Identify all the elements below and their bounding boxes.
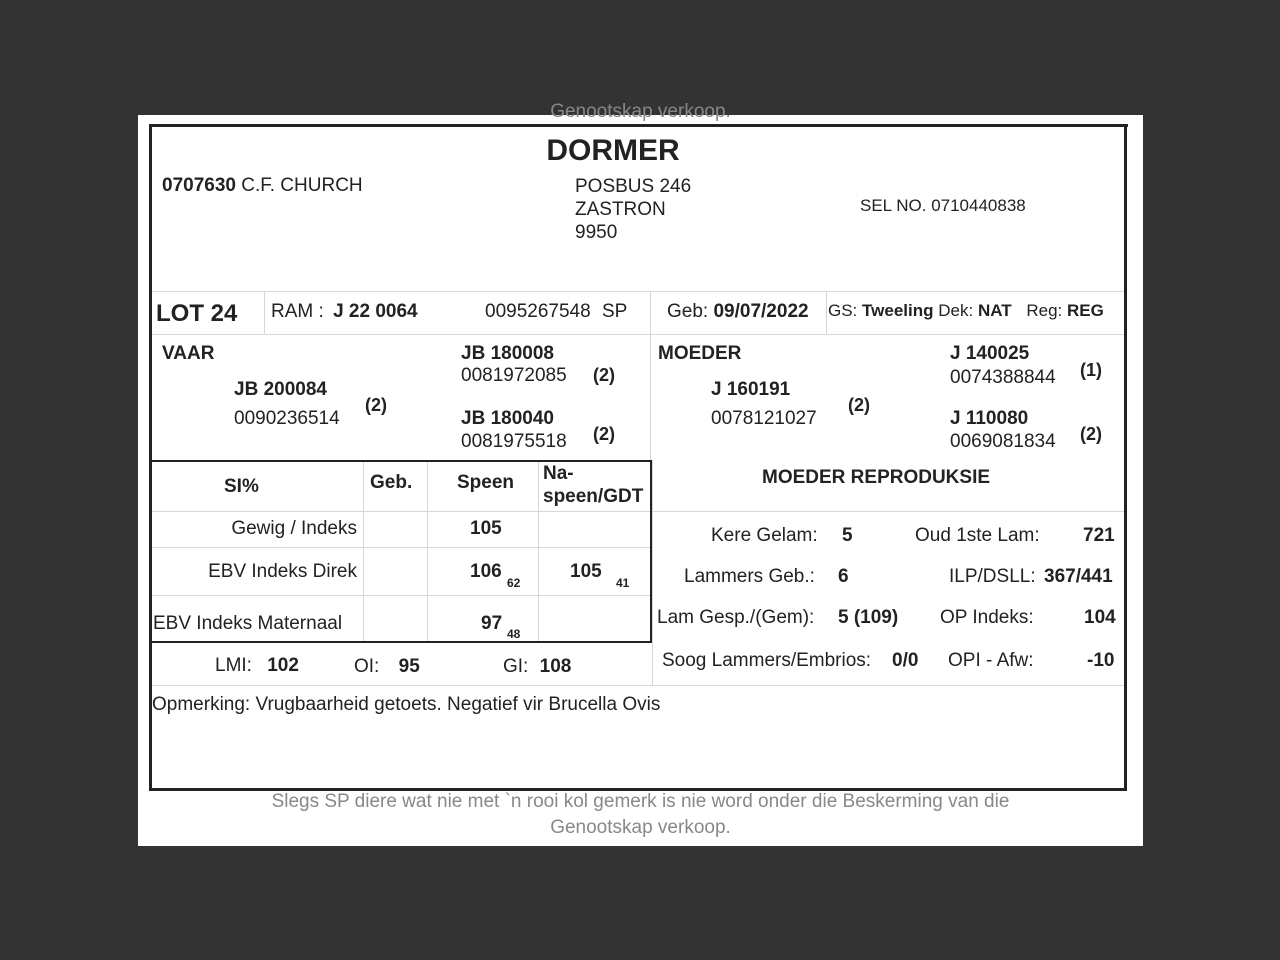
mv-grade: (1): [1080, 360, 1102, 380]
address-line: 9950: [575, 222, 618, 243]
geb-label: Geb:: [667, 301, 709, 322]
moeder-id: J 160191: [711, 379, 791, 400]
reproduction-left-line: [652, 460, 653, 685]
index-table-bottom: [151, 641, 652, 643]
oud-label: Oud 1ste Lam:: [915, 525, 1040, 546]
vaar-id: JB 200084: [234, 379, 327, 400]
vv-grade: (2): [593, 365, 615, 385]
row-label-gewig: Gewig / Indeks: [231, 518, 357, 539]
gi: [503, 656, 571, 678]
lot-row-bottom-line: [152, 334, 1124, 335]
direk-speen: 106: [470, 561, 502, 582]
soog-label: Soog Lammers/Embrios:: [662, 650, 872, 671]
reg-label: Reg:: [1026, 301, 1063, 320]
naspeen-header-line: speen/GDT: [543, 486, 644, 507]
geb-header: Geb.: [370, 472, 413, 493]
remark-top-line: [152, 685, 1124, 686]
tag-number: 0095267548: [485, 301, 591, 322]
index-col-divider: [363, 462, 364, 641]
dek-label: Dek:: [938, 301, 974, 320]
lmi: [215, 655, 299, 677]
kere-label: Kere Gelam:: [711, 525, 818, 546]
lot-divider: [264, 292, 265, 334]
remark: [152, 694, 660, 716]
row-label-direk: EBV Indeks Direk: [208, 561, 357, 582]
index-col-divider: [538, 462, 539, 641]
opi-value: -10: [1087, 650, 1115, 671]
vaar-grade: (2): [365, 395, 387, 415]
oi-value: 95: [398, 656, 420, 677]
pedigree-divider: [650, 335, 651, 460]
lammers-label: Lammers Geb.:: [684, 566, 815, 587]
index-row-line: [152, 595, 650, 596]
vaar-tag: 0090236514: [234, 408, 340, 429]
sp-label: SP: [601, 301, 628, 322]
sel-no: [860, 196, 1026, 216]
soog-value: 0/0: [892, 650, 919, 671]
mm-id: J 110080: [950, 408, 1029, 429]
op-label: OP Indeks:: [940, 607, 1034, 628]
ram-info: [271, 301, 418, 323]
maternaal-speen-sub: 48: [507, 627, 521, 641]
mv-id: J 140025: [950, 343, 1030, 364]
gi-label: GI:: [503, 656, 529, 677]
index-row-line: [152, 547, 650, 548]
lot-row-top-line: [152, 291, 1124, 292]
vv-tag: 0081972085: [461, 365, 567, 386]
gs-label: GS:: [828, 301, 858, 320]
direk-speen-sub: 62: [507, 576, 521, 590]
naspeen-header-line: Na-: [543, 463, 574, 484]
vaar-label: VAAR: [162, 343, 215, 364]
lot-divider: [826, 292, 827, 334]
lot-divider: [650, 292, 651, 334]
lmi-value: 102: [267, 655, 299, 676]
mv-tag: 0074388844: [950, 367, 1056, 388]
seller-line: [162, 175, 363, 197]
direk-naspeen: 105: [570, 561, 602, 582]
moeder-grade: (2): [848, 395, 870, 415]
reproduction-title-line: [652, 511, 1124, 512]
birth-date: [667, 301, 809, 323]
vm-id: JB 180040: [461, 408, 554, 429]
lam-label: Lam Gesp./(Gem):: [657, 607, 815, 628]
index-col-divider: [427, 462, 428, 641]
vm-tag: 0081975518: [461, 431, 567, 452]
remark-label: Opmerking:: [152, 694, 251, 715]
sel-no-label: SEL NO.: [860, 196, 927, 215]
si-header: SI%: [224, 476, 259, 497]
seller-number: 0707630: [162, 175, 236, 196]
oud-value: 721: [1083, 525, 1115, 546]
ilp-value: 367/441: [1044, 566, 1113, 587]
lammers-value: 6: [838, 566, 849, 587]
remark-text: Vrugbaarheid getoets. Negatief vir Brucella Ovis: [255, 694, 661, 715]
lot-label: LOT 24: [156, 300, 238, 327]
moeder-tag: 0078121027: [711, 408, 817, 429]
gs-value: Tweeling: [862, 301, 934, 320]
gewig-speen: 105: [470, 518, 502, 539]
ram-label: RAM :: [271, 301, 324, 322]
footer-line-2: Genootskap verkoop.: [550, 817, 731, 838]
seller-name: C.F. CHURCH: [241, 175, 363, 196]
frame-right: [1124, 124, 1127, 791]
address-line: ZASTRON: [575, 199, 666, 220]
mm-tag: 0069081834: [950, 431, 1056, 452]
ilp-label: ILP/DSLL:: [949, 566, 1036, 587]
breed-title: DORMER: [546, 134, 680, 167]
vv-id: JB 180008: [461, 343, 554, 364]
seller-address: [575, 175, 691, 244]
speen-header: Speen: [457, 472, 515, 493]
gs-dek-reg: [828, 301, 1104, 321]
op-value: 104: [1084, 607, 1116, 628]
lam-value: 5 (109): [838, 607, 899, 628]
lmi-label: LMI:: [215, 655, 252, 676]
ram-id: J 22 0064: [333, 301, 418, 322]
dek-value: NAT: [977, 301, 1012, 320]
row-label-maternaal: EBV Indeks Maternaal: [153, 613, 343, 634]
oi-label: OI:: [354, 656, 380, 677]
naspeen-header: [543, 462, 643, 508]
vm-grade: (2): [593, 424, 615, 444]
geb-date: 09/07/2022: [713, 301, 809, 322]
sale-sheet: [138, 101, 1143, 846]
top-cut-text: Genootskap verkoop.: [550, 101, 731, 122]
address-line: POSBUS 246: [575, 176, 692, 197]
frame-top: [150, 124, 1128, 127]
frame-left: [149, 124, 152, 791]
oi: [354, 656, 420, 678]
direk-naspeen-sub: 41: [616, 576, 630, 590]
gi-value: 108: [539, 656, 572, 677]
mm-grade: (2): [1080, 424, 1102, 444]
maternaal-speen: 97: [481, 613, 503, 634]
reg-value: REG: [1067, 301, 1104, 320]
opi-label: OPI - Afw:: [948, 650, 1034, 671]
moeder-label: MOEDER: [658, 343, 742, 364]
kere-value: 5: [842, 525, 853, 546]
reproduction-title: MOEDER REPRODUKSIE: [762, 467, 991, 488]
index-row-line: [152, 511, 650, 512]
ram-tag: [485, 301, 627, 323]
sel-no-value: 0710440838: [931, 196, 1026, 215]
footer-line-1: Slegs SP diere wat nie met `n rooi kol gemerk is nie word onder die Beskerming van die: [271, 791, 1010, 812]
